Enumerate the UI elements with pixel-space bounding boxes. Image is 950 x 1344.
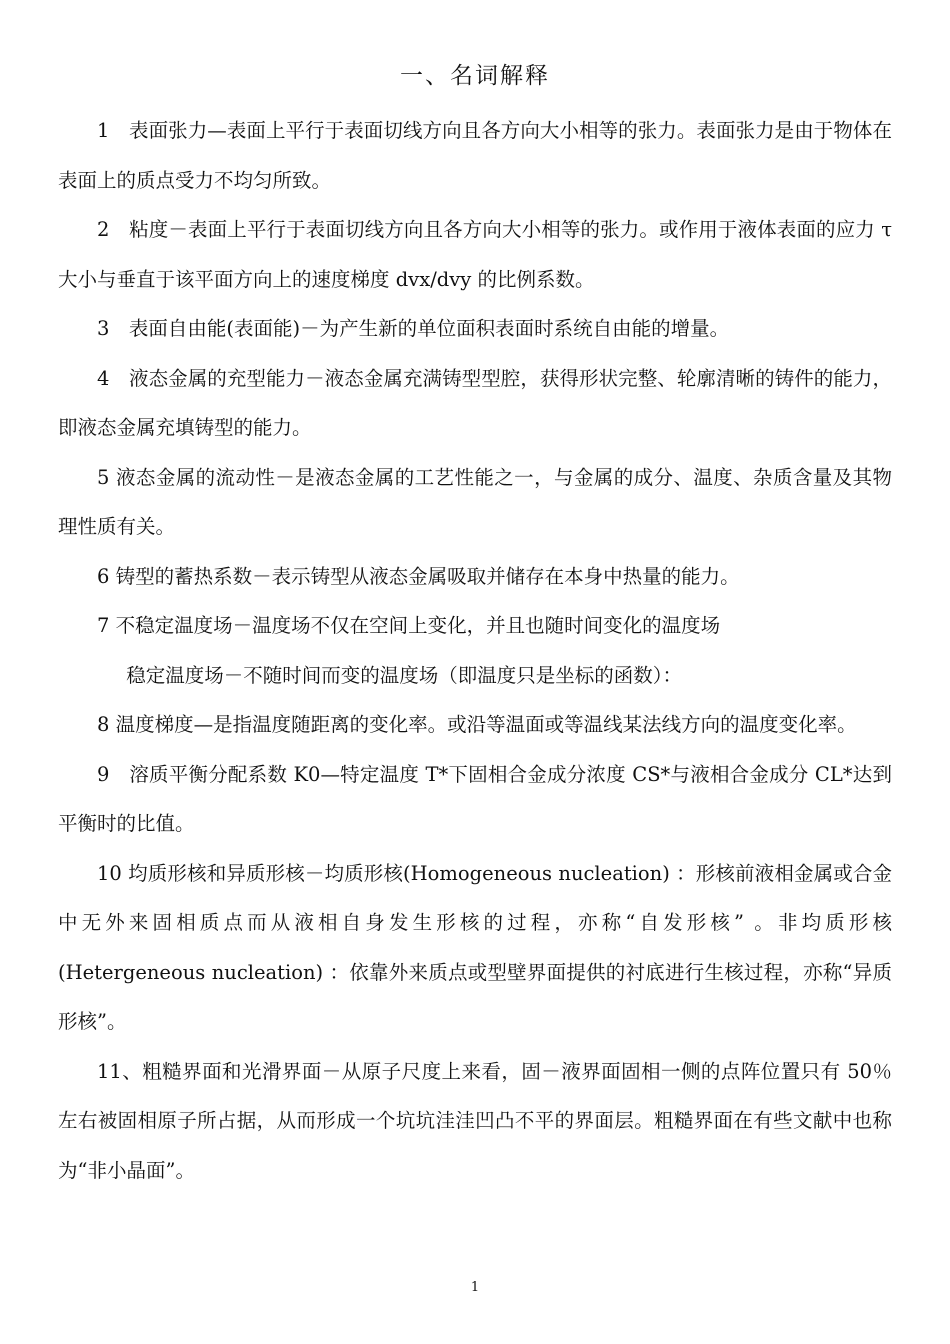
paragraph-term-7: 7 不稳定温度场－温度场不仅在空间上变化，并且也随时间变化的温度场 — [97, 614, 721, 637]
page-number: 1 — [470, 1280, 480, 1295]
paragraph-term-6: 6 铸型的蓄热系数－表示铸型从液态金属吸取并储存在本身中热量的能力。 — [97, 564, 740, 588]
paragraph-term-10: 10 均质形核和异质形核－均质形核(Homogeneous nucleation) ：形核前液相金属或合金中无外来固相质点而从液相自身发生形核的过程，亦称“自发形核” 。非均质形核(Hetergeneous nucleation) ：依靠外来质点或型壁界面提供的衬底进行生核过程，亦称“异质形核”。 — [58, 861, 892, 1033]
section-heading: 一、名词解释 — [400, 63, 550, 89]
paragraph-term-3: 3 表面自由能(表面能)－为产生新的单位面积表面时系统自由能的增量。 — [97, 317, 730, 340]
paragraph-term-5: 5 液态金属的流动性－是液态金属的工艺性能之一，与金属的成分、温度、杂质含量及其物理性质有关。 — [58, 465, 892, 538]
paragraph-term-9: 9 溶质平衡分配系数 K0—特定温度 T*下固相合金成分浓度 CS*与液相合金成分 CL*达到平衡时的比值。 — [58, 762, 892, 835]
paragraph-term-4: 4 液态金属的充型能力－液态金属充满铸型型腔，获得形状完整、轮廓清晰的铸件的能力，即液态金属充填铸型的能力。 — [58, 366, 892, 439]
paragraph-term-2: 2 粘度－表面上平行于表面切线方向且各方向大小相等的张力。或作用于液体表面的应力 τ 大小与垂直于该平面方向上的速度梯度 dvx/dvy 的比例系数。 — [58, 218, 892, 291]
document-page — [58, 58, 892, 1195]
paragraph-term-7-stable: 稳定温度场－不随时间而变的温度场（即温度只是坐标的函数）： — [126, 663, 683, 687]
paragraph-term-1: 1 表面张力—表面上平行于表面切线方向且各方向大小相等的张力。表面张力是由于物体在表面上的质点受力不均匀所致。 — [58, 119, 892, 192]
paragraph-term-8: 8 温度梯度—是指温度随距离的变化率。或沿等温面或等温线某法线方向的温度变化率。 — [97, 713, 857, 736]
paragraph-term-11: 11、粗糙界面和光滑界面－从原子尺度上来看，固－液界面固相一侧的点阵位置只有 50％左右被固相原子所占据，从而形成一个坑坑洼洼凹凸不平的界面层。粗糙界面在有些文献中也称为“非小晶面”。 — [58, 1059, 892, 1182]
